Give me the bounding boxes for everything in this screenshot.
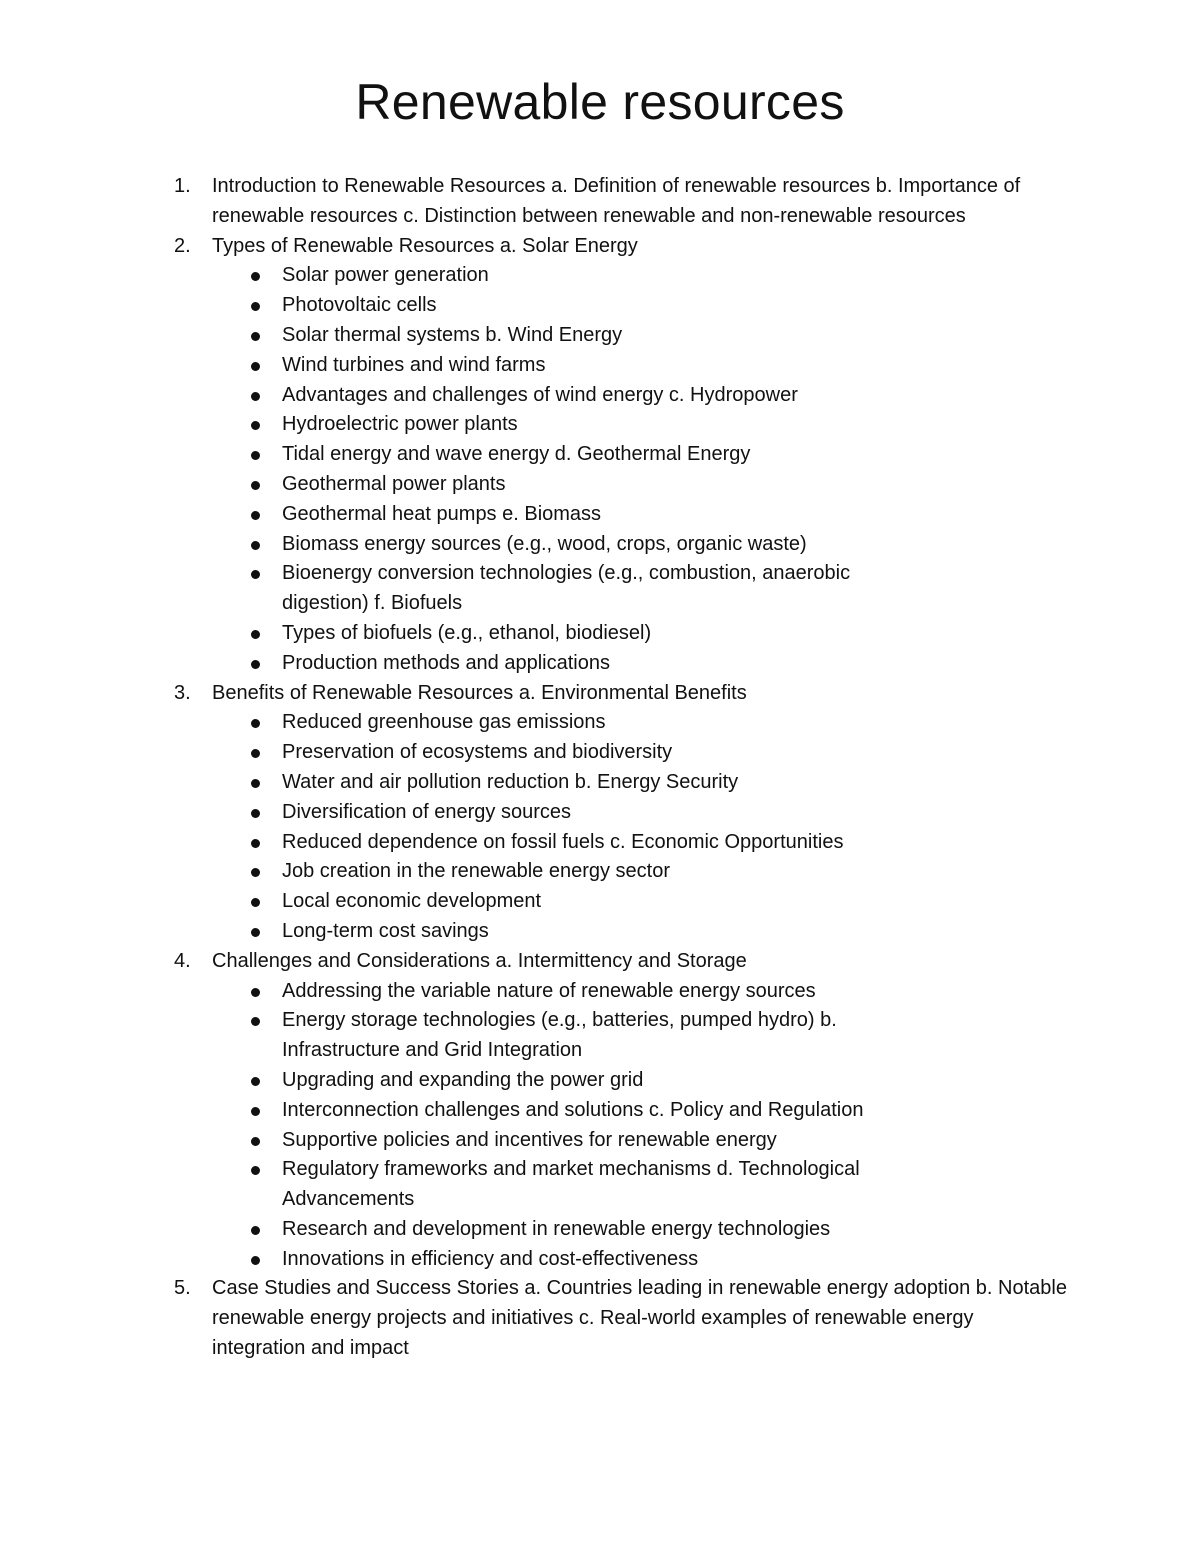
- bullet-item: [0, 1155, 1070, 1215]
- bullet-text: Wind turbines and wind farms: [282, 353, 546, 376]
- bullet-text: Job creation in the renewable energy sector: [282, 860, 671, 883]
- bullet-item: [0, 321, 1070, 351]
- bullet-dot-icon: [251, 1077, 260, 1086]
- bullet-text: Water and air pollution reduction b. Energy Security: [282, 770, 739, 793]
- bullet-item: [0, 530, 1070, 560]
- bullet-text: Bioenergy conversion technologies (e.g., combustion, anaerobic digestion) f. Biofuels: [282, 562, 851, 615]
- bullet-item: [0, 768, 1070, 798]
- bullet-item: [0, 1006, 1070, 1066]
- bullet-dot-icon: [251, 511, 260, 520]
- bullet-item: [0, 559, 1070, 619]
- bullet-dot-icon: [251, 1226, 260, 1235]
- bullet-dot-icon: [251, 630, 260, 639]
- bullet-list: [212, 261, 1070, 678]
- section-number: 3.: [174, 681, 191, 704]
- bullet-dot-icon: [251, 332, 260, 341]
- bullet-item: [0, 708, 1070, 738]
- section-number: 5.: [174, 1277, 191, 1300]
- bullet-dot-icon: [251, 481, 260, 490]
- bullet-text: Addressing the variable nature of renewable energy sources: [282, 979, 816, 1002]
- bullet-item: [0, 977, 1070, 1007]
- bullet-dot-icon: [251, 1137, 260, 1146]
- bullet-text: Long-term cost savings: [282, 919, 489, 942]
- bullet-item: [0, 1126, 1070, 1156]
- bullet-dot-icon: [251, 809, 260, 818]
- outline-list: [0, 172, 1200, 1364]
- section-heading: Introduction to Renewable Resources a. Definition of renewable resources b. Importance of renewable resources c. Distinction between renewable and non-renewable resources: [212, 175, 1021, 227]
- bullet-text: Hydroelectric power plants: [282, 413, 518, 436]
- outline-section: [0, 232, 1200, 679]
- bullet-text: Research and development in renewable energy technologies: [282, 1217, 831, 1240]
- bullet-text: Tidal energy and wave energy d. Geothermal Energy: [282, 443, 751, 466]
- bullet-text: Geothermal power plants: [282, 472, 506, 495]
- bullet-item: [0, 291, 1070, 321]
- bullet-text: Diversification of energy sources: [282, 800, 572, 823]
- bullet-item: [0, 738, 1070, 768]
- bullet-item: [0, 351, 1070, 381]
- bullet-dot-icon: [251, 1017, 260, 1026]
- bullet-text: Solar thermal systems b. Wind Energy: [282, 323, 623, 346]
- bullet-dot-icon: [251, 541, 260, 550]
- bullet-dot-icon: [251, 868, 260, 877]
- bullet-item: [0, 619, 1070, 649]
- bullet-item: [0, 798, 1070, 828]
- bullet-item: [0, 917, 1070, 947]
- bullet-item: [0, 1215, 1070, 1245]
- section-heading: Challenges and Considerations a. Intermittency and Storage: [212, 949, 747, 972]
- bullet-dot-icon: [251, 421, 260, 430]
- bullet-dot-icon: [251, 719, 260, 728]
- outline-section: [0, 679, 1200, 947]
- outline-section: [0, 172, 1200, 232]
- bullet-dot-icon: [251, 362, 260, 371]
- bullet-item: [0, 649, 1070, 679]
- bullet-text: Supportive policies and incentives for renewable energy: [282, 1128, 777, 1151]
- bullet-item: [0, 381, 1070, 411]
- bullet-text: Reduced greenhouse gas emissions: [282, 711, 606, 734]
- bullet-item: [0, 887, 1070, 917]
- bullet-item: [0, 470, 1070, 500]
- bullet-text: Energy storage technologies (e.g., batteries, pumped hydro) b. Infrastructure and Grid Integration: [282, 1009, 837, 1062]
- bullet-text: Types of biofuels (e.g., ethanol, biodiesel): [282, 621, 652, 644]
- bullet-dot-icon: [251, 749, 260, 758]
- bullet-item: [0, 500, 1070, 530]
- bullet-text: Advantages and challenges of wind energy c. Hydropower: [282, 383, 798, 406]
- section-heading: Benefits of Renewable Resources a. Environmental Benefits: [212, 681, 747, 704]
- section-number: 2.: [174, 234, 191, 257]
- bullet-dot-icon: [251, 1256, 260, 1265]
- bullet-dot-icon: [251, 779, 260, 788]
- bullet-item: [0, 1096, 1070, 1126]
- bullet-text: Photovoltaic cells: [282, 294, 437, 317]
- bullet-dot-icon: [251, 570, 260, 579]
- bullet-item: [0, 261, 1070, 291]
- bullet-item: [0, 1245, 1070, 1275]
- bullet-dot-icon: [251, 898, 260, 907]
- outline-section: [0, 1274, 1200, 1363]
- bullet-text: Preservation of ecosystems and biodiversity: [282, 741, 673, 764]
- bullet-dot-icon: [251, 1166, 260, 1175]
- bullet-text: Solar power generation: [282, 264, 489, 287]
- section-heading: Case Studies and Success Stories a. Countries leading in renewable energy adoption b. Notable renewable energy projects and initiatives c. Real-world examples of renewable energy integration and impact: [212, 1277, 1067, 1360]
- bullet-text: Production methods and applications: [282, 651, 610, 674]
- bullet-dot-icon: [251, 660, 260, 669]
- document-title: Renewable resources: [355, 74, 845, 130]
- outline-section: [0, 947, 1200, 1275]
- bullet-dot-icon: [251, 302, 260, 311]
- bullet-dot-icon: [251, 392, 260, 401]
- bullet-item: [0, 857, 1070, 887]
- bullet-item: [0, 1066, 1070, 1096]
- bullet-list: [212, 708, 1070, 946]
- bullet-dot-icon: [251, 928, 260, 937]
- bullet-text: Innovations in efficiency and cost-effectiveness: [282, 1247, 699, 1270]
- bullet-item: [0, 410, 1070, 440]
- bullet-text: Local economic development: [282, 890, 542, 913]
- bullet-item: [0, 828, 1070, 858]
- section-number: 4.: [174, 949, 191, 972]
- section-heading: Types of Renewable Resources a. Solar Energy: [212, 234, 638, 257]
- bullet-text: Upgrading and expanding the power grid: [282, 1068, 644, 1091]
- bullet-dot-icon: [251, 451, 260, 460]
- bullet-text: Interconnection challenges and solutions c. Policy and Regulation: [282, 1098, 864, 1121]
- bullet-text: Biomass energy sources (e.g., wood, crops, organic waste): [282, 532, 807, 555]
- bullet-dot-icon: [251, 1107, 260, 1116]
- bullet-dot-icon: [251, 839, 260, 848]
- bullet-item: [0, 440, 1070, 470]
- bullet-text: Regulatory frameworks and market mechanisms d. Technological Advancements: [282, 1158, 860, 1211]
- bullet-dot-icon: [251, 988, 260, 997]
- section-number: 1.: [174, 175, 191, 197]
- bullet-text: Geothermal heat pumps e. Biomass: [282, 502, 602, 525]
- bullet-dot-icon: [251, 272, 260, 281]
- bullet-list: [212, 977, 1070, 1275]
- bullet-text: Reduced dependence on fossil fuels c. Economic Opportunities: [282, 830, 844, 853]
